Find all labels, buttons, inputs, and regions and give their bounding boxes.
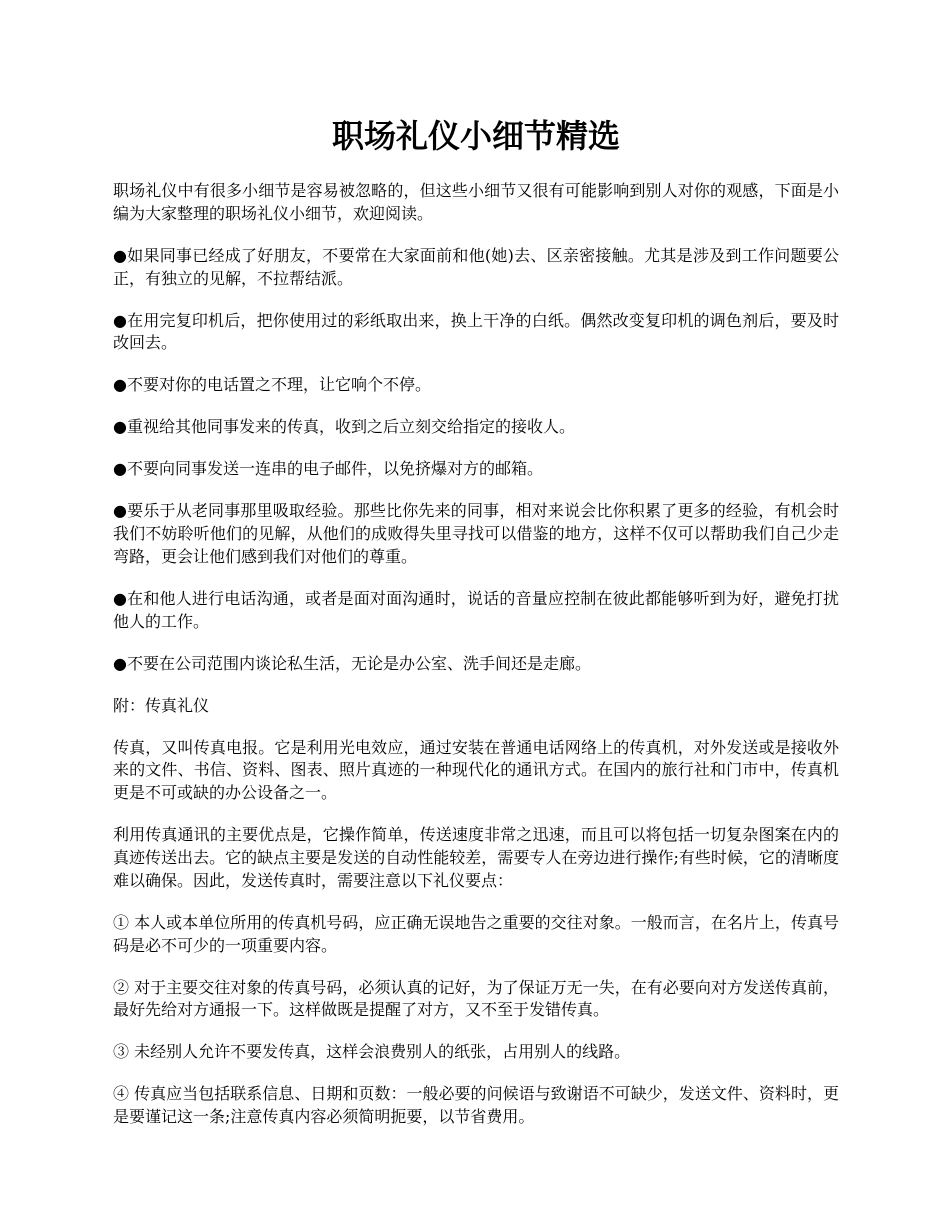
document-body <box>113 180 839 1129</box>
intro-paragraph: 职场礼仪中有很多小细节是容易被忽略的，但这些小细节又很有可能影响到别人对你的观感，下面是小编为大家整理的职场礼仪小细节，欢迎阅读。 <box>113 181 839 223</box>
appendix-heading: 附：传真礼仪 <box>113 695 210 715</box>
tip-copier-usage: ●在用完复印机后，把你使用过的彩纸取出来，换上干净的白纸。偶然改变复印机的调色剂后，要及时改回去。 <box>113 310 839 353</box>
tip-colleague-friendship: ●如果同事已经成了好朋友，不要常在大家面前和他(她)去、区亲密接触。尤其是涉及到工作问题要公正，有独立的见解，不拉帮结派。 <box>113 245 839 288</box>
document-title: 职场礼仪小细节精选 <box>331 117 620 155</box>
tip-email-flood: ●不要向同事发送一连串的电子邮件，以免挤爆对方的邮箱。 <box>113 459 543 479</box>
document-page <box>113 0 839 1148</box>
fax-rule-4: ④ 传真应当包括联系信息、日期和页数：一般必要的问候语与致谢语不可缺少，发送文件、资料时，更是要谨记这一条;注意传真内容必须简明扼要，以节省费用。 <box>113 1084 839 1127</box>
tip-fax-handoff: ●重视给其他同事发来的传真，收到之后立刻交给指定的接收人。 <box>113 417 575 437</box>
fax-definition-paragraph: 传真，又叫传真电报。它是利用光电效应，通过安装在普通电话网络上的传真机，对外发送或是接收外来的文件、书信、资料、图表、照片真迹的一种现代化的通讯方式。在国内的旅行社和门市中，传真机更是不可或缺的办公设备之一。 <box>113 737 839 803</box>
tip-phone-answering: ●不要对你的电话置之不理，让它响个不停。 <box>113 375 431 395</box>
fax-rule-1: ① 本人或本单位所用的传真机号码，应正确无误地告之重要的交往对象。一般而言，在名片上，传真号码是必不可少的一项重要内容。 <box>113 912 839 955</box>
tip-learn-from-seniors: ●要乐于从老同事那里吸取经验。那些比你先来的同事，相对来说会比你积累了更多的经验，有机会时我们不妨聆听他们的见解，从他们的成败得失里寻找可以借鉴的地方，这样不仅可以帮助我们自己少走弯路，更会让他们感到我们对他们的尊重。 <box>113 501 839 566</box>
fax-rule-2: ② 对于主要交往对象的传真号码，必须认真的记好，为了保证万无一失，在有必要向对方发送传真前，最好先给对方通报一下。这样做既是提醒了对方，又不至于发错传真。 <box>113 977 839 1020</box>
fax-pros-cons-paragraph: 利用传真通讯的主要优点是，它操作简单，传送速度非常之迅速，而且可以将包括一切复杂图案在内的真迹传送出去。它的缺点主要是发送的自动性能较差，需要专人在旁边进行操作;有些时候，它的清晰度难以确保。因此，发送传真时，需要注意以下礼仪要点： <box>113 825 839 890</box>
tip-private-life: ●不要在公司范围内谈论私生活，无论是办公室、洗手间还是走廊。 <box>113 653 591 673</box>
fax-rule-3: ③ 未经别人允许不要发传真，这样会浪费别人的纸张，占用别人的线路。 <box>113 1042 631 1062</box>
tip-speaking-volume: ●在和他人进行电话沟通，或者是面对面沟通时，说话的音量应控制在彼此都能够听到为好，避免打扰他人的工作。 <box>113 588 839 631</box>
